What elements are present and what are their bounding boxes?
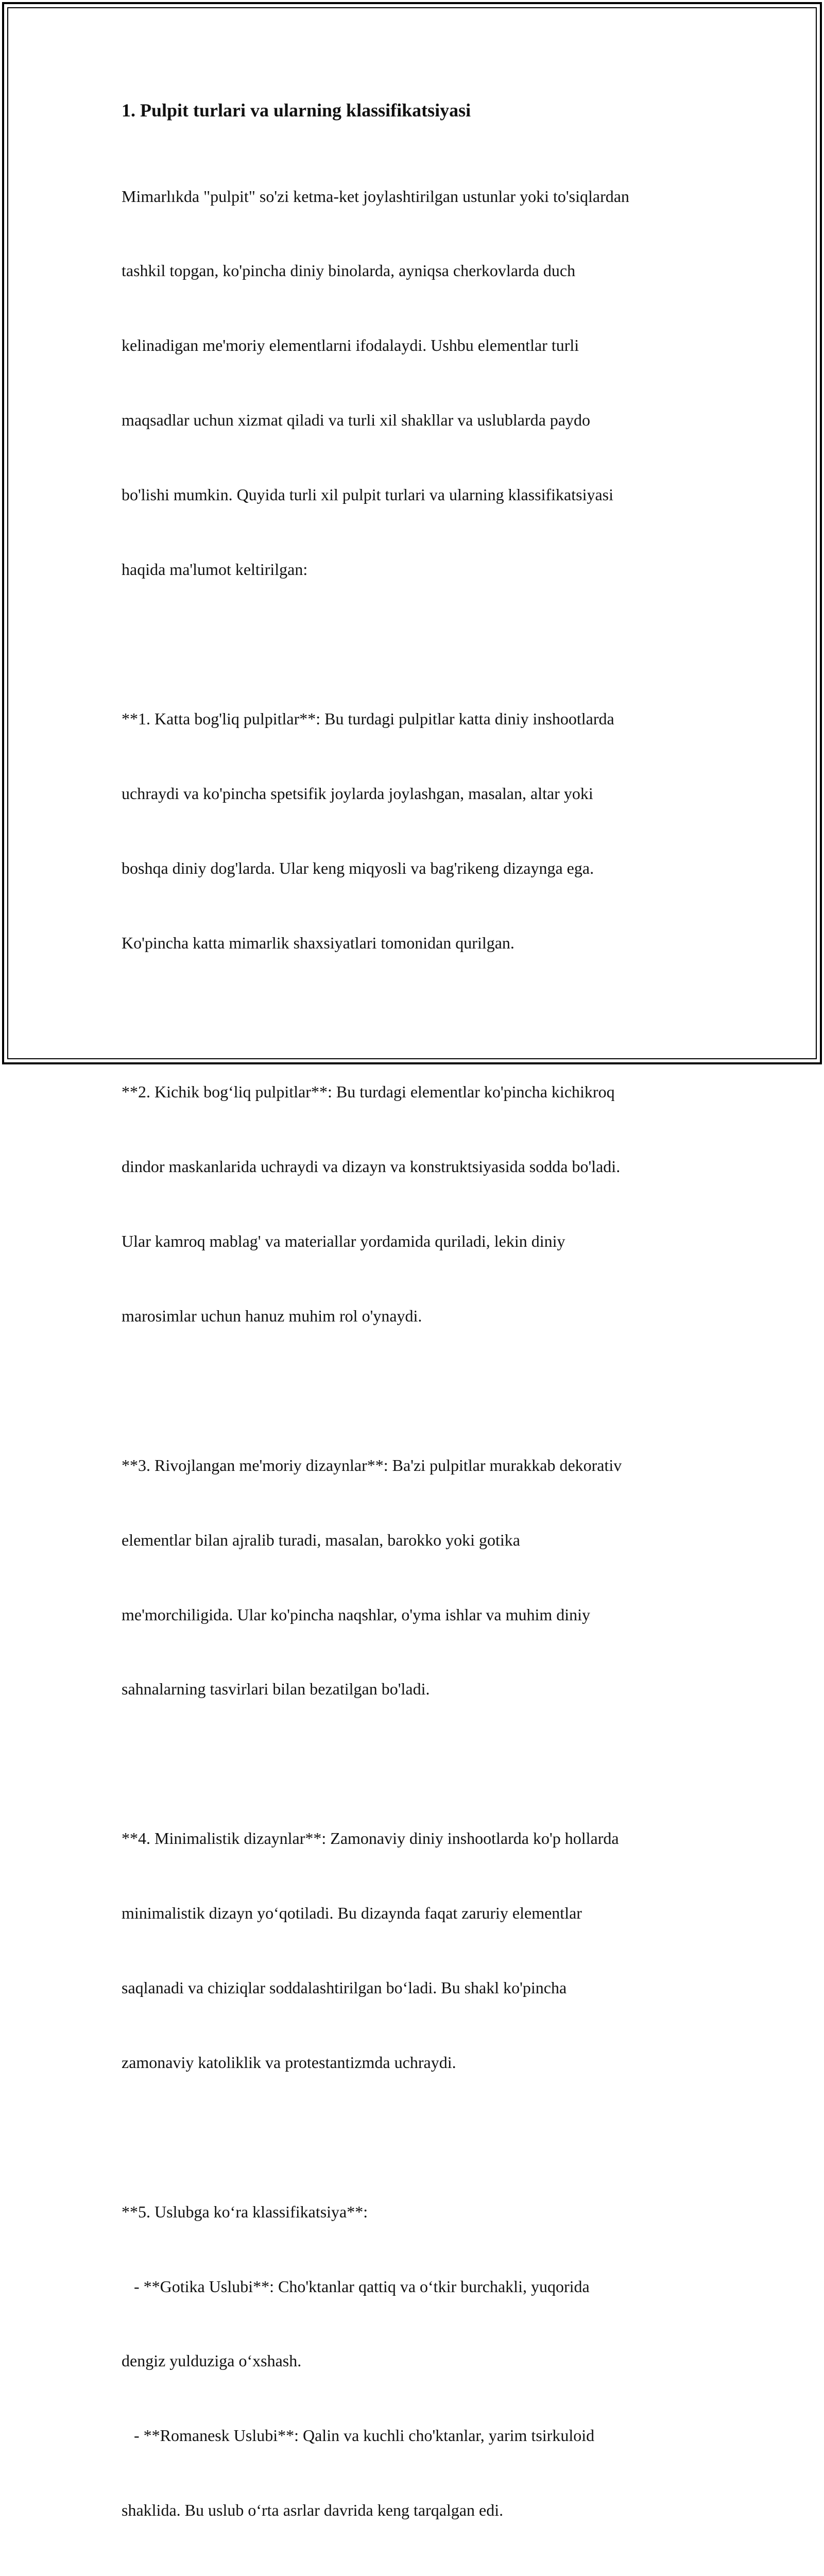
text-line: zamonaviy katoliklik va protestantizmda uchraydi. bbox=[122, 2053, 456, 2072]
text-line: dengiz yulduziga o‘xshash. bbox=[122, 2351, 302, 2370]
text-line: minimalistik dizayn yo‘qotiladi. Bu dizaynda faqat zaruriy elementlar bbox=[122, 1904, 582, 1923]
text-line: tashkil topgan, ko'pincha diniy binolarda, ayniqsa cherkovlarda duch bbox=[122, 261, 576, 280]
paragraph-gap bbox=[122, 632, 714, 656]
text-line: **5. Uslubga ko‘ra klassifikatsiya**: bbox=[122, 2202, 368, 2221]
paragraph-gap bbox=[122, 1005, 714, 1029]
section-1-paragraph bbox=[122, 656, 714, 1005]
text-line: saqlanadi va chiziqlar soddalashtirilgan bo‘ladi. Bu shakl ko'pincha bbox=[122, 1978, 567, 1997]
text-line: haqida ma'lumot keltirilgan: bbox=[122, 560, 308, 579]
text-line: me'morchiligida. Ular ko'pincha naqshlar, o'yma ishlar va muhim diniy bbox=[122, 1605, 591, 1624]
text-line: bo'lishi mumkin. Quyida turli xil pulpit turlari va ularning klassifikatsiyasi bbox=[122, 485, 613, 504]
intro-paragraph bbox=[122, 134, 714, 632]
text-line: sahnalarning tasvirlari bilan bezatilgan bo'ladi. bbox=[122, 1680, 430, 1699]
text-line: kelinadigan me'moriy elementlarni ifodalaydi. Ushbu elementlar turli bbox=[122, 336, 579, 355]
text-line: shaklida. Bu uslub o‘rta asrlar davrida keng tarqalgan edi. bbox=[122, 2501, 504, 2520]
document-body bbox=[122, 96, 714, 2576]
text-line: elementlar bilan ajralib turadi, masalan, barokko yoki gotika bbox=[122, 1530, 520, 1549]
text-line: **3. Rivojlangan me'moriy dizaynlar**: Ba'zi pulpitlar murakkab dekorativ bbox=[122, 1455, 622, 1475]
list-item bbox=[122, 2572, 714, 2576]
section-3-paragraph bbox=[122, 1403, 714, 1751]
paragraph-gap bbox=[122, 2125, 714, 2149]
text-line: **1. Katta bog'liq pulpitlar**: Bu turdagi pulpitlar katta diniy inshootlarda bbox=[122, 709, 614, 728]
paragraph-gap bbox=[122, 1751, 714, 1776]
text-line: Mimarlıkda "pulpit" so'zi ketma-ket joylashtirilgan ustunlar yoki to'siqlardan bbox=[122, 187, 629, 206]
text-line: marosimlar uchun hanuz muhim rol o'ynaydi. bbox=[122, 1306, 422, 1325]
section-4-paragraph bbox=[122, 1776, 714, 2125]
list-item: - **Romanesk Uslubi**: Qalin va kuchli cho'ktanlar, yarim tsirkuloid bbox=[122, 2426, 595, 2445]
text-line: **4. Minimalistik dizaynlar**: Zamonaviy diniy inshootlarda ko'p hollarda bbox=[122, 1829, 619, 1848]
list-item: - **Gotika Uslubi**: Cho'ktanlar qattiq va o‘tkir burchakli, yuqorida bbox=[122, 2277, 590, 2296]
text-line: boshqa diniy dog'larda. Ular keng miqyosli va bag'rikeng dizaynga ega. bbox=[122, 858, 594, 877]
section-5-paragraph bbox=[122, 2149, 714, 2576]
text-line: uchraydi va ko'pincha spetsifik joylarda joylashgan, masalan, altar yoki bbox=[122, 784, 593, 803]
document-heading: 1. Pulpit turlari va ularning klassifikatsiyasi bbox=[122, 100, 471, 121]
text-line: Ko'pincha katta mimarlik shaxsiyatlari tomonidan qurilgan. bbox=[122, 933, 514, 952]
text-line: maqsadlar uchun xizmat qiladi va turli xil shakllar va uslublarda paydo bbox=[122, 411, 590, 430]
text-line: Ular kamroq mablag' va materiallar yordamida quriladi, lekin diniy bbox=[122, 1232, 565, 1251]
text-line: dindor maskanlarida uchraydi va dizayn va konstruktsiyasida sodda bo'ladi. bbox=[122, 1157, 621, 1176]
text-line: **2. Kichik bog‘liq pulpitlar**: Bu turdagi elementlar ko'pincha kichikroq bbox=[122, 1082, 615, 1101]
paragraph-gap bbox=[122, 1378, 714, 1403]
section-2-paragraph bbox=[122, 1030, 714, 1378]
